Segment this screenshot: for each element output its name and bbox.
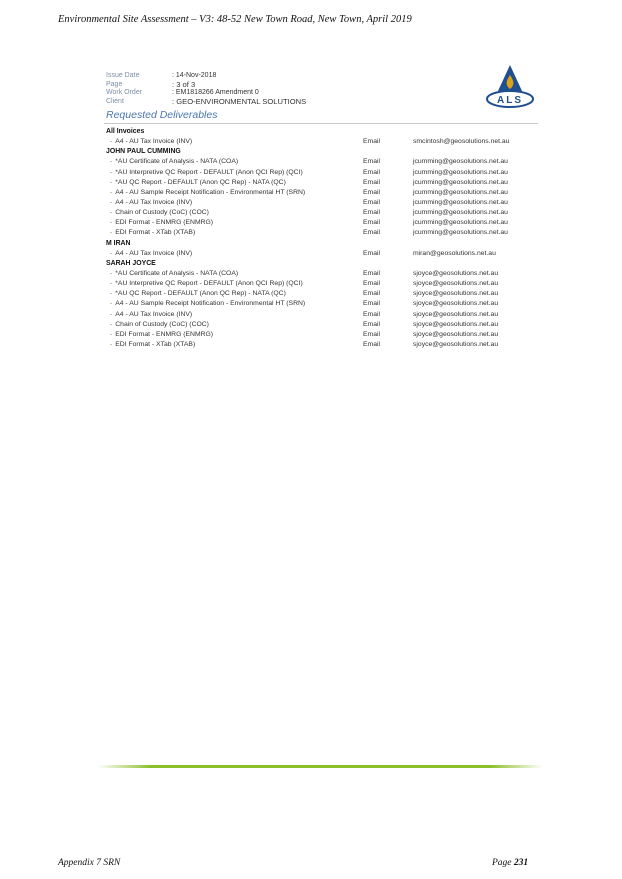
deliverable-label: *AU Interpretive QC Report - DEFAULT (Anon QCI Rep) (QCI) <box>115 280 303 288</box>
deliverable-label: *AU QC Report - DEFAULT (Anon QC Rep) - NATA (QC) <box>115 290 286 298</box>
recipient-email: sjoyce@geosolutions.net.au <box>413 310 499 318</box>
footer-divider <box>98 765 543 768</box>
deliverable-row <box>106 157 536 167</box>
bullet-icon: - <box>110 290 113 298</box>
deliverable-name <box>106 340 363 350</box>
deliverable-label: A4 - AU Tax Invoice (INV) <box>115 198 193 206</box>
bullet-icon: - <box>110 269 113 277</box>
recipient-group-heading: JOHN PAUL CUMMING <box>106 148 181 156</box>
deliverable-label: EDI Format - XTab (XTAB) <box>115 340 196 348</box>
deliverable-label: EDI Format - ENMRG (ENMRG) <box>115 219 214 227</box>
deliverable-label: EDI Format - XTab (XTAB) <box>115 229 196 237</box>
bullet-icon: - <box>110 158 113 166</box>
recipient-group-heading: SARAH JOYCE <box>106 259 156 267</box>
recipient-email: miran@geosolutions.net.au <box>413 249 496 257</box>
delivery-method: Email <box>363 320 380 328</box>
deliverable-row <box>106 137 536 147</box>
meta-label: Work Order <box>106 89 143 97</box>
deliverable-label: A4 - AU Sample Receipt Notification - Environmental HT (SRN) <box>115 188 306 196</box>
recipient-email: sjoyce@geosolutions.net.au <box>413 280 499 288</box>
deliverable-name <box>106 320 363 330</box>
recipient-email: jcumming@geosolutions.net.au <box>413 229 508 237</box>
deliverable-row <box>106 310 536 320</box>
als-logo-text: ALS <box>497 95 523 106</box>
section-title: Requested Deliverables <box>106 109 218 121</box>
meta-label: Issue Date <box>106 72 140 79</box>
bullet-icon: - <box>110 188 113 196</box>
deliverable-label: *AU Certificate of Analysis - NATA (COA) <box>115 158 239 166</box>
bullet-icon: - <box>110 320 113 328</box>
title-divider <box>104 123 538 124</box>
deliverable-row <box>106 168 536 178</box>
deliverable-name <box>106 218 363 228</box>
deliverable-label: EDI Format - ENMRG (ENMRG) <box>115 330 214 338</box>
bullet-icon: - <box>110 310 113 318</box>
als-logo <box>485 63 535 109</box>
deliverable-name <box>106 228 363 238</box>
recipient-email: jcumming@geosolutions.net.au <box>413 188 508 196</box>
recipient-email: sjoyce@geosolutions.net.au <box>413 340 499 348</box>
bullet-icon: - <box>110 340 113 348</box>
delivery-method: Email <box>363 188 380 196</box>
deliverable-name <box>106 168 363 178</box>
deliverable-row <box>106 228 536 238</box>
recipient-email: jcumming@geosolutions.net.au <box>413 219 508 227</box>
bullet-icon: - <box>110 229 113 237</box>
delivery-method: Email <box>363 310 380 318</box>
delivery-method: Email <box>363 280 380 288</box>
deliverable-row <box>106 198 536 208</box>
deliverable-row <box>106 178 536 188</box>
bullet-icon: - <box>110 330 113 338</box>
bullet-icon: - <box>110 219 113 227</box>
deliverable-row <box>106 269 536 279</box>
meta-value: : 3 of 3 <box>172 79 196 89</box>
deliverable-name <box>106 269 363 279</box>
deliverable-name <box>106 188 363 198</box>
deliverables-list <box>106 127 536 350</box>
deliverable-row <box>106 330 536 340</box>
delivery-method: Email <box>363 300 380 308</box>
recipient-email: jcumming@geosolutions.net.au <box>413 158 508 166</box>
recipient-email: sjoyce@geosolutions.net.au <box>413 269 499 277</box>
deliverable-name <box>106 249 363 259</box>
delivery-method: Email <box>363 198 380 206</box>
deliverable-label: Chain of Custody (CoC) (COC) <box>115 209 209 217</box>
recipient-email: sjoyce@geosolutions.net.au <box>413 290 499 298</box>
delivery-method: Email <box>363 269 380 277</box>
delivery-method: Email <box>363 138 380 146</box>
deliverable-name <box>106 178 363 188</box>
deliverable-row <box>106 279 536 289</box>
deliverable-name <box>106 208 363 218</box>
recipient-email: jcumming@geosolutions.net.au <box>413 209 508 217</box>
deliverable-name <box>106 310 363 320</box>
deliverable-row <box>106 249 536 259</box>
footer-page-number <box>492 858 528 868</box>
recipient-email: sjoyce@geosolutions.net.au <box>413 300 499 308</box>
deliverable-row <box>106 188 536 198</box>
deliverable-label: A4 - AU Tax Invoice (INV) <box>115 310 193 318</box>
recipient-email: smcintosh@geosolutions.net.au <box>413 138 510 146</box>
deliverable-name <box>106 330 363 340</box>
deliverable-label: Chain of Custody (CoC) (COC) <box>115 320 209 328</box>
deliverable-row <box>106 299 536 309</box>
deliverable-name <box>106 198 363 208</box>
deliverable-label: A4 - AU Tax Invoice (INV) <box>115 249 193 257</box>
bullet-icon: - <box>110 209 113 217</box>
meta-row-page <box>106 81 306 90</box>
recipient-group-heading: All Invoices <box>106 128 145 135</box>
bullet-icon: - <box>110 178 113 186</box>
footer-appendix-label: Appendix 7 SRN <box>58 858 121 868</box>
deliverable-name <box>106 137 363 147</box>
delivery-method: Email <box>363 330 380 338</box>
bullet-icon: - <box>110 138 113 146</box>
deliverable-row <box>106 340 536 350</box>
delivery-method: Email <box>363 209 380 217</box>
deliverable-row <box>106 320 536 330</box>
meta-value: : 14-Nov-2018 <box>172 72 217 79</box>
recipient-email: jcumming@geosolutions.net.au <box>413 198 508 206</box>
delivery-method: Email <box>363 178 380 186</box>
delivery-method: Email <box>363 290 380 298</box>
meta-row-issue-date <box>106 72 306 81</box>
deliverable-label: *AU Interpretive QC Report - DEFAULT (Anon QCI Rep) (QCI) <box>115 168 303 176</box>
running-header: Environmental Site Assessment – V3: 48-52 New Town Road, New Town, April 2019 <box>58 14 412 25</box>
delivery-method: Email <box>363 219 380 227</box>
recipient-email: jcumming@geosolutions.net.au <box>413 168 508 176</box>
bullet-icon: - <box>110 300 113 308</box>
bullet-icon: - <box>110 249 113 257</box>
deliverable-label: A4 - AU Tax Invoice (INV) <box>115 138 193 146</box>
delivery-method: Email <box>363 340 380 348</box>
delivery-method: Email <box>363 229 380 237</box>
deliverable-row <box>106 218 536 228</box>
deliverable-name <box>106 157 363 167</box>
deliverable-row <box>106 208 536 218</box>
deliverable-name <box>106 279 363 289</box>
report-metadata <box>106 72 306 106</box>
deliverable-label: A4 - AU Sample Receipt Notification - Environmental HT (SRN) <box>115 300 306 308</box>
page-number: 231 <box>513 858 529 868</box>
meta-row-client <box>106 98 306 107</box>
delivery-method: Email <box>363 158 380 166</box>
deliverable-label: *AU QC Report - DEFAULT (Anon QC Rep) - NATA (QC) <box>115 178 286 186</box>
deliverable-name <box>106 299 363 309</box>
bullet-icon: - <box>110 198 113 206</box>
delivery-method: Email <box>363 168 380 176</box>
meta-value: : EM1818266 Amendment 0 <box>172 89 259 97</box>
deliverable-row <box>106 289 536 299</box>
meta-label: Page <box>106 80 123 88</box>
deliverable-label: *AU Certificate of Analysis - NATA (COA) <box>115 269 239 277</box>
deliverable-name <box>106 289 363 299</box>
delivery-method: Email <box>363 249 380 257</box>
bullet-icon: - <box>110 280 113 288</box>
recipient-email: sjoyce@geosolutions.net.au <box>413 330 499 338</box>
page-label: Page <box>492 858 512 868</box>
meta-value: : GEO-ENVIRONMENTAL SOLUTIONS <box>172 96 307 106</box>
recipient-email: sjoyce@geosolutions.net.au <box>413 320 499 328</box>
recipient-group-heading: M IRAN <box>106 239 131 247</box>
meta-label: Client <box>106 97 124 105</box>
recipient-email: jcumming@geosolutions.net.au <box>413 178 508 186</box>
bullet-icon: - <box>110 168 113 176</box>
